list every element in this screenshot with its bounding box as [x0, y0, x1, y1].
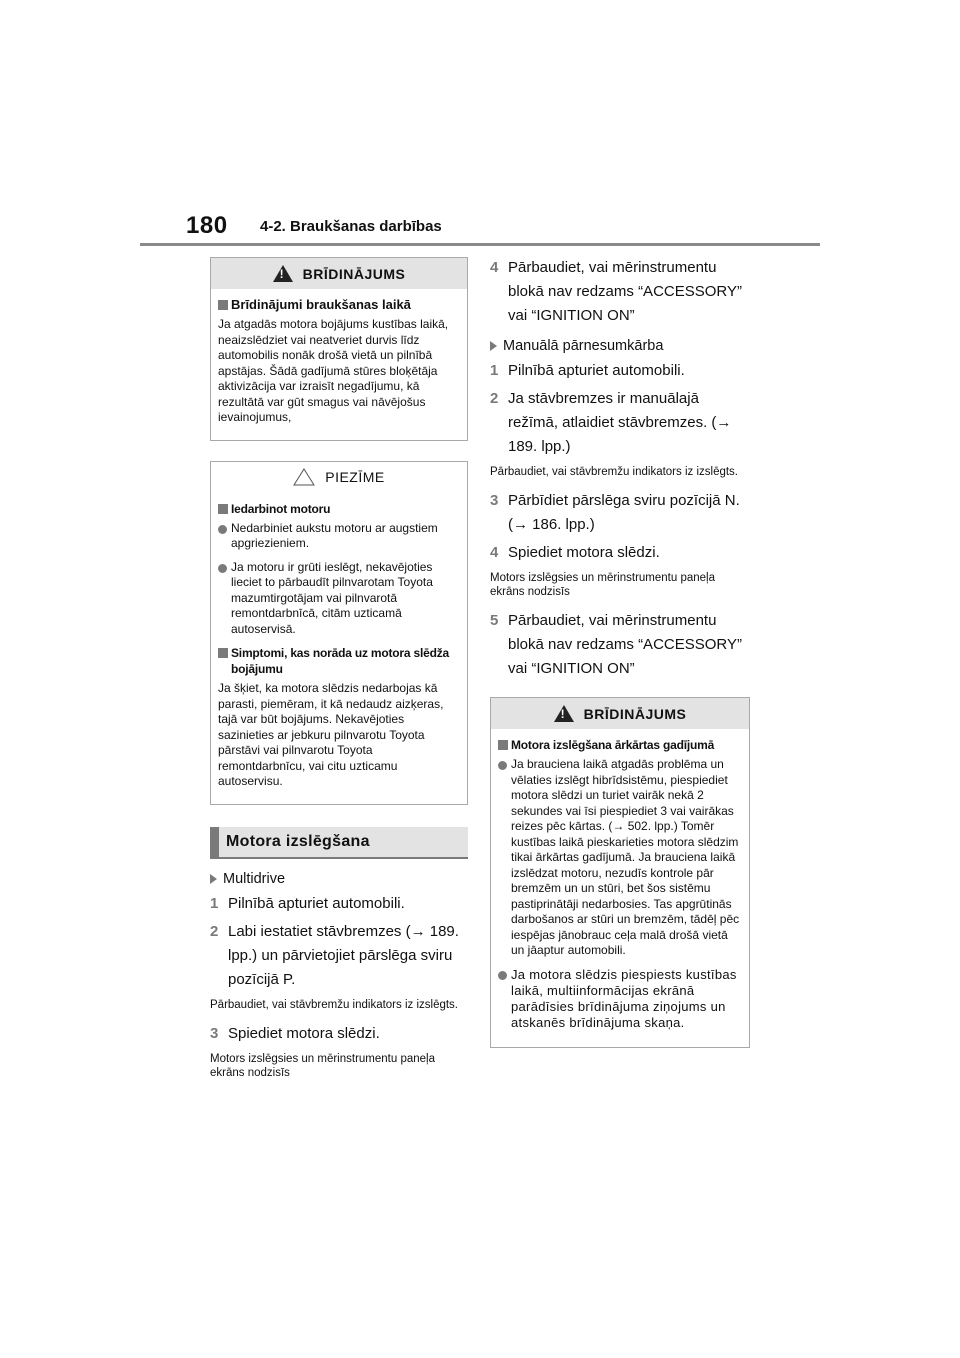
section-heading: Motora izslēgšana: [210, 827, 468, 859]
square-bullet-icon: [218, 300, 228, 310]
notice-header: [211, 462, 467, 493]
warning-title: BRĪDINĀJUMS: [583, 705, 687, 722]
step-note: Motors izslēgsies un mērinstrumentu paneļa ekrāns nodzisīs: [210, 1052, 435, 1079]
step-item: 2 Ja stāvbremzes ir manuālajā režīmā, atlaidiet stāvbremzes. (→ 189. lpp.): [490, 387, 750, 459]
warning-body: [491, 729, 749, 1047]
left-column: [210, 257, 468, 1090]
step-number: 3: [490, 492, 499, 509]
step-number: 1: [490, 362, 499, 379]
arrow-right-icon: [210, 874, 217, 884]
notice-text: Ja šķiet, ka motora slēdzis nedarbojas kā parasti, piemēram, it kā nedaudz aizķeras, tajā var būt bojājums. Nekavējoties sazinieties ar jebkuru pilnvarotu Toyota pārstāvi vai pilnvarotu Toyota remontdarbnīcu, vai citu uzticamu autoservisu.: [218, 681, 444, 788]
step-item: 1 Pilnībā apturiet automobili.: [210, 892, 468, 916]
warning-subheading: Motora izslēgšana ārkārtas gadījumā: [498, 737, 743, 753]
square-bullet-icon: [218, 504, 228, 514]
page-header: [0, 0, 960, 250]
page-number: 180: [186, 212, 228, 239]
square-bullet-icon: [498, 740, 508, 750]
notice-bullet: Nedarbiniet aukstu motoru ar augstiem apgriezieniem.: [218, 521, 461, 552]
right-column: [490, 256, 750, 1048]
step-note: Pārbaudiet, vai stāvbremžu indikators iz izslēgts.: [210, 998, 458, 1011]
warning-text: Ja atgadās motora bojājums kustības laikā, neaizslēdziet vai neatveriet durvis līdz automobilis nonāk drošā vietā un pilnībā apstājas. Šādā gadījumā stūres bloķētāja aktivizācija var izraisīt negadījumu, kā rezultātā var gūt smagus vai nāvējošus ievainojumus,: [218, 317, 449, 424]
notice-body: [211, 493, 467, 804]
section-title: 4-2. Braukšanas darbības: [260, 218, 442, 235]
caution-triangle-icon: [293, 468, 315, 486]
step-item: 2 Labi iestatiet stāvbremzes (→ 189. lpp.) un pārvietojiet pārslēga sviru pozīcijā P.: [210, 920, 468, 992]
step-item: 4 Pārbaudiet, vai mērinstrumentu blokā nav redzams “ACCESSORY” vai “IGNITION ON”: [490, 256, 750, 328]
square-bullet-icon: [218, 648, 228, 658]
notice-title: PIEZĪME: [325, 469, 385, 485]
notice-subheading-symptoms: Simptomi, kas norāda uz motora slēdža bojājumu: [218, 645, 461, 677]
warning-box-driving: [210, 257, 468, 441]
subsection-multidrive: Multidrive: [210, 871, 468, 887]
warning-title: BRĪDINĀJUMS: [302, 265, 406, 282]
notice-subheading-start: Iedarbinot motoru: [218, 501, 461, 517]
step-number: 4: [490, 259, 499, 276]
step-number: 2: [210, 922, 219, 940]
warning-bullet: Ja brauciena laikā atgadās problēma un vēlaties izslēgt hibrīdsistēmu, piespiediet motora slēdzi un turiet vairāk nekā 2 sekundes vai īsi piespiediet 3 vai vairākas reizes pēc kārtas. (→ 502. lpp.) Tomēr kustības laikā pieskarieties motora slēdzim tikai ārkārtas gadījumā. Ja brauciena laikā izslēdzat motoru, nezudīs kontrole pār bremzēm un un stūri, bet šos sistēmu pastiprinātāji nedarbosies. Tas apgrūtinās darbošanos ar stūri un bremzēm, tādēļ pēc iespējas jānobrauc ceļa malā drošā vietā un jāaptur automobili.: [498, 757, 743, 959]
warning-triangle-icon: [554, 705, 574, 722]
round-bullet-icon: [498, 761, 507, 770]
step-item: 3 Pārbīdiet pārslēga sviru pozīcijā N. (→ 186. lpp.): [490, 489, 750, 537]
step-item: 3 Spiediet motora slēdzi.: [210, 1022, 468, 1046]
warning-header: [211, 258, 467, 289]
step-item: 5 Pārbaudiet, vai mērinstrumentu blokā nav redzams “ACCESSORY” vai “IGNITION ON”: [490, 609, 750, 681]
notice-bullet: Ja motoru ir grūti ieslēgt, nekavējoties lieciet to pārbaudīt pilnvarotam Toyota mazumtirgotājam vai pilnvarotā remontdarbnīcā, citām uzticamā autoservisā.: [218, 560, 461, 638]
step-number: 2: [490, 390, 499, 407]
step-item: 4 Spiediet motora slēdzi.: [490, 541, 750, 565]
step-number: 3: [210, 1024, 219, 1042]
warning-box-emergency: [490, 697, 750, 1048]
warning-header: [491, 698, 749, 729]
warning-body: [211, 289, 467, 440]
step-number: 4: [490, 544, 499, 561]
round-bullet-icon: [498, 971, 507, 980]
warning-bullet: Ja motora slēdzis piespiests kustības laikā, multiinformācijas ekrānā parādīsies brīdinājuma ziņojums un atskanēs brīdinājuma skaņa.: [498, 967, 743, 1031]
warning-triangle-icon: [273, 265, 293, 282]
step-item: 1 Pilnībā apturiet automobili.: [490, 359, 750, 383]
step-note: Motors izslēgsies un mērinstrumentu paneļa ekrāns nodzisīs: [490, 572, 715, 598]
notice-box: [210, 461, 468, 805]
round-bullet-icon: [218, 564, 227, 573]
step-number: 5: [490, 612, 499, 629]
subsection-manual: Manuālā pārnesumkārba: [490, 338, 750, 354]
header-rule: [140, 243, 820, 246]
multidrive-steps: [210, 871, 468, 1080]
arrow-right-icon: [490, 341, 497, 351]
warning-subheading: Brīdinājumi braukšanas laikā: [218, 297, 461, 313]
step-note: Pārbaudiet, vai stāvbremžu indikators iz izslēgts.: [490, 466, 738, 478]
step-number: 1: [210, 894, 219, 912]
round-bullet-icon: [218, 525, 227, 534]
